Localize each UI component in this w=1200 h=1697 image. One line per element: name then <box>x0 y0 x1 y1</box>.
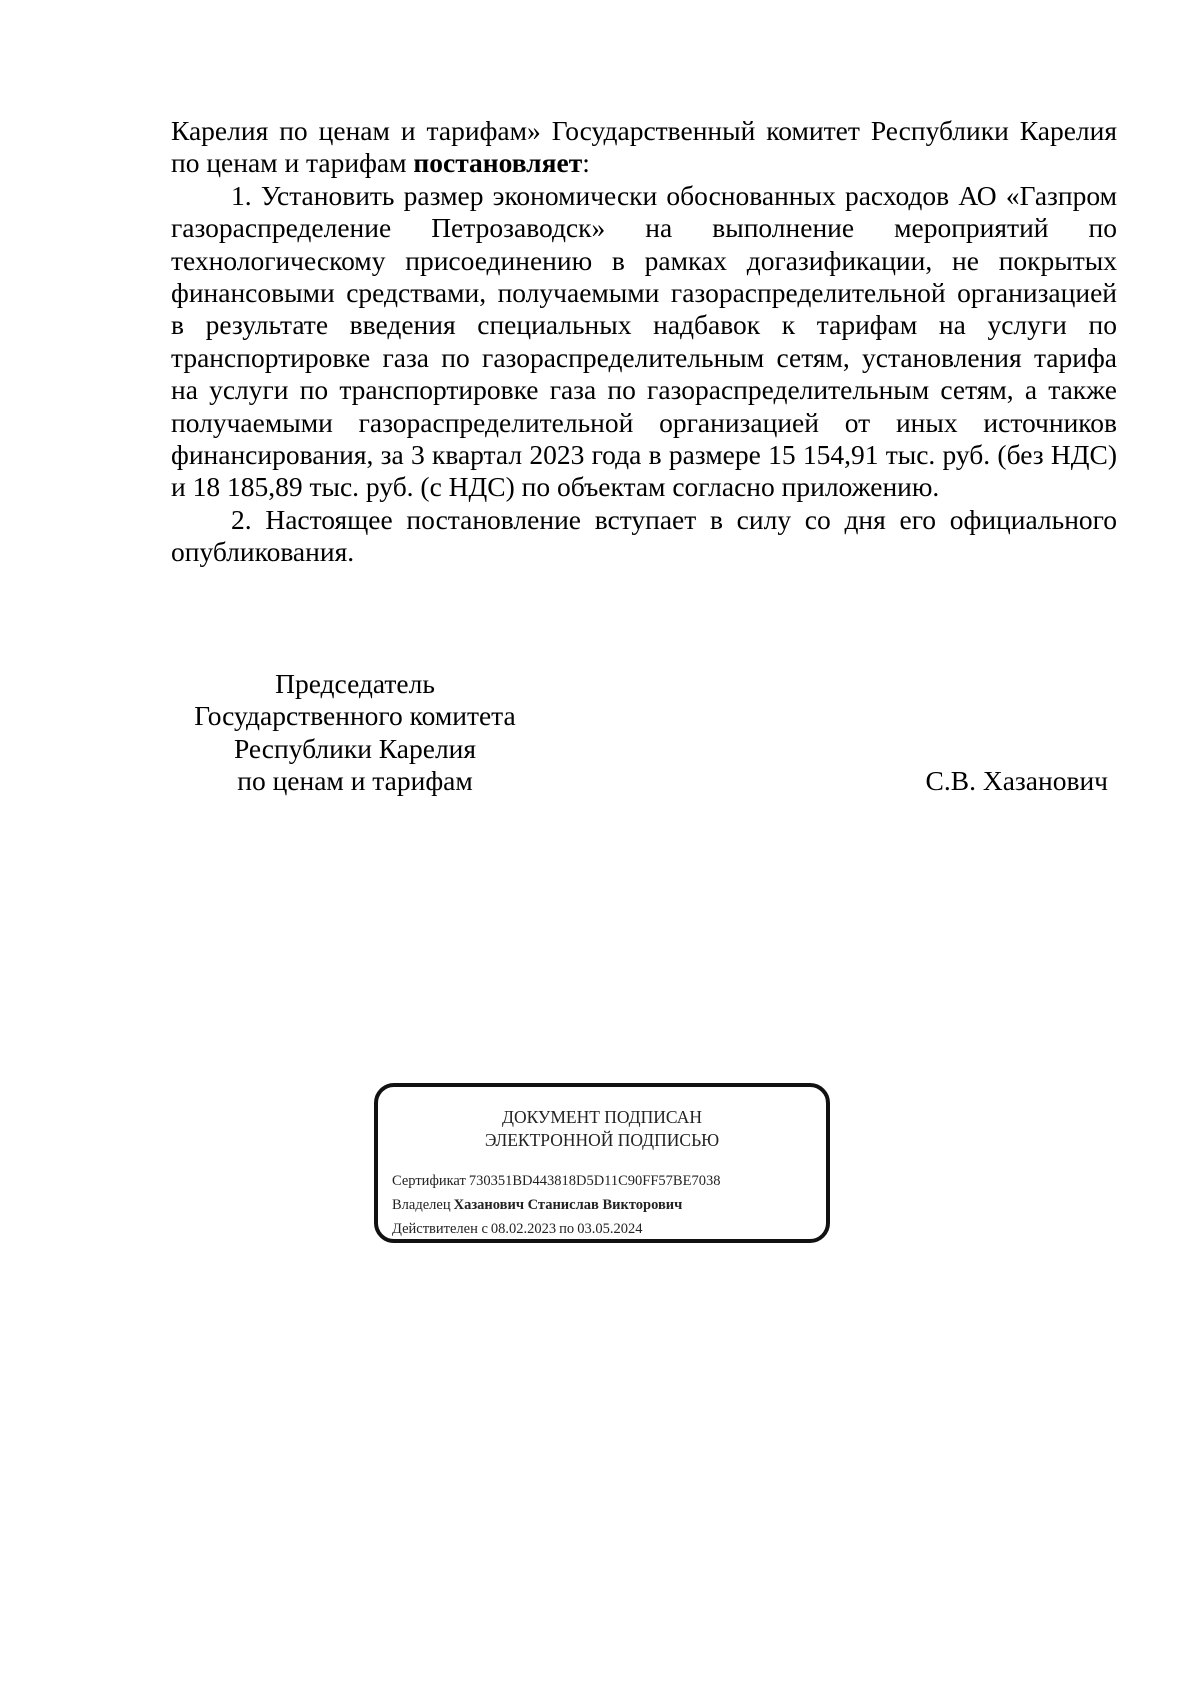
signatory-line-1: Председатель <box>275 668 435 699</box>
valid-from: 08.02.2023 <box>490 1221 557 1237</box>
signatory-line-2: Государственного комитета <box>194 700 516 732</box>
stamp-title <box>378 1106 826 1152</box>
stamp-title-line-1: ДОКУМЕНТ ПОДПИСАН <box>502 1107 702 1127</box>
preamble-text: Карелия по ценам и тарифам» Государственный комитет Республики Карелия по ценам и тарифам <box>171 115 1117 179</box>
signatory-line-3: Республики Карелия <box>233 732 477 764</box>
signatory-title <box>171 668 539 798</box>
valid-to: 03.05.2024 <box>577 1221 643 1237</box>
resolution-body <box>171 115 1117 569</box>
certificate-value: 730351BD443818D5D11C90FF57BE7038 <box>468 1173 721 1189</box>
resolution-item-2: 2. Настоящее постановление вступает в силу со дня его официального опубликования. <box>171 503 1117 568</box>
signer-name: С.В. Хазанович <box>925 765 1108 796</box>
certificate-label: Сертификат <box>392 1173 466 1189</box>
electronic-signature-stamp <box>374 1083 830 1243</box>
resolution-item-1: 1. Установить размер экономически обоснованных расходов АО «Газпром газораспределение Петрозаводск» на выполнение мероприятий по технологическому присоединению в рамках догазификации, не покрытых финансовыми средствами, получаемыми газораспределительной организацией в результате введения специальных надбавок к тарифам на услуги по транспортировке газа по газораспределительным сетям, установления тарифа на услуги по транспортировке газа по газораспределительным сетям, а также получаемыми газораспределительной организацией от иных источников финансирования, за 3 квартал 2023 года в размере 15 154,91 тыс. руб. (без НДС) и 18 185,89 тыс. руб. (с НДС) по объектам согласно приложению. <box>171 179 1117 503</box>
stamp-details <box>392 1169 822 1241</box>
preamble-paragraph <box>171 115 1117 180</box>
valid-label: Действителен с <box>392 1221 488 1237</box>
signatory-line-4: по ценам и тарифам <box>237 765 473 797</box>
owner-row <box>392 1193 822 1217</box>
owner-label: Владелец <box>392 1197 451 1213</box>
decision-word: постановляет <box>413 147 583 179</box>
certificate-row <box>392 1169 822 1193</box>
owner-value: Хазанович Станислав Викторович <box>453 1197 683 1213</box>
decision-colon: : <box>582 147 590 179</box>
stamp-title-line-2: ЭЛЕКТРОННОЙ ПОДПИСЬЮ <box>484 1130 720 1150</box>
validity-row <box>392 1217 822 1241</box>
valid-to-label: по <box>559 1221 575 1237</box>
